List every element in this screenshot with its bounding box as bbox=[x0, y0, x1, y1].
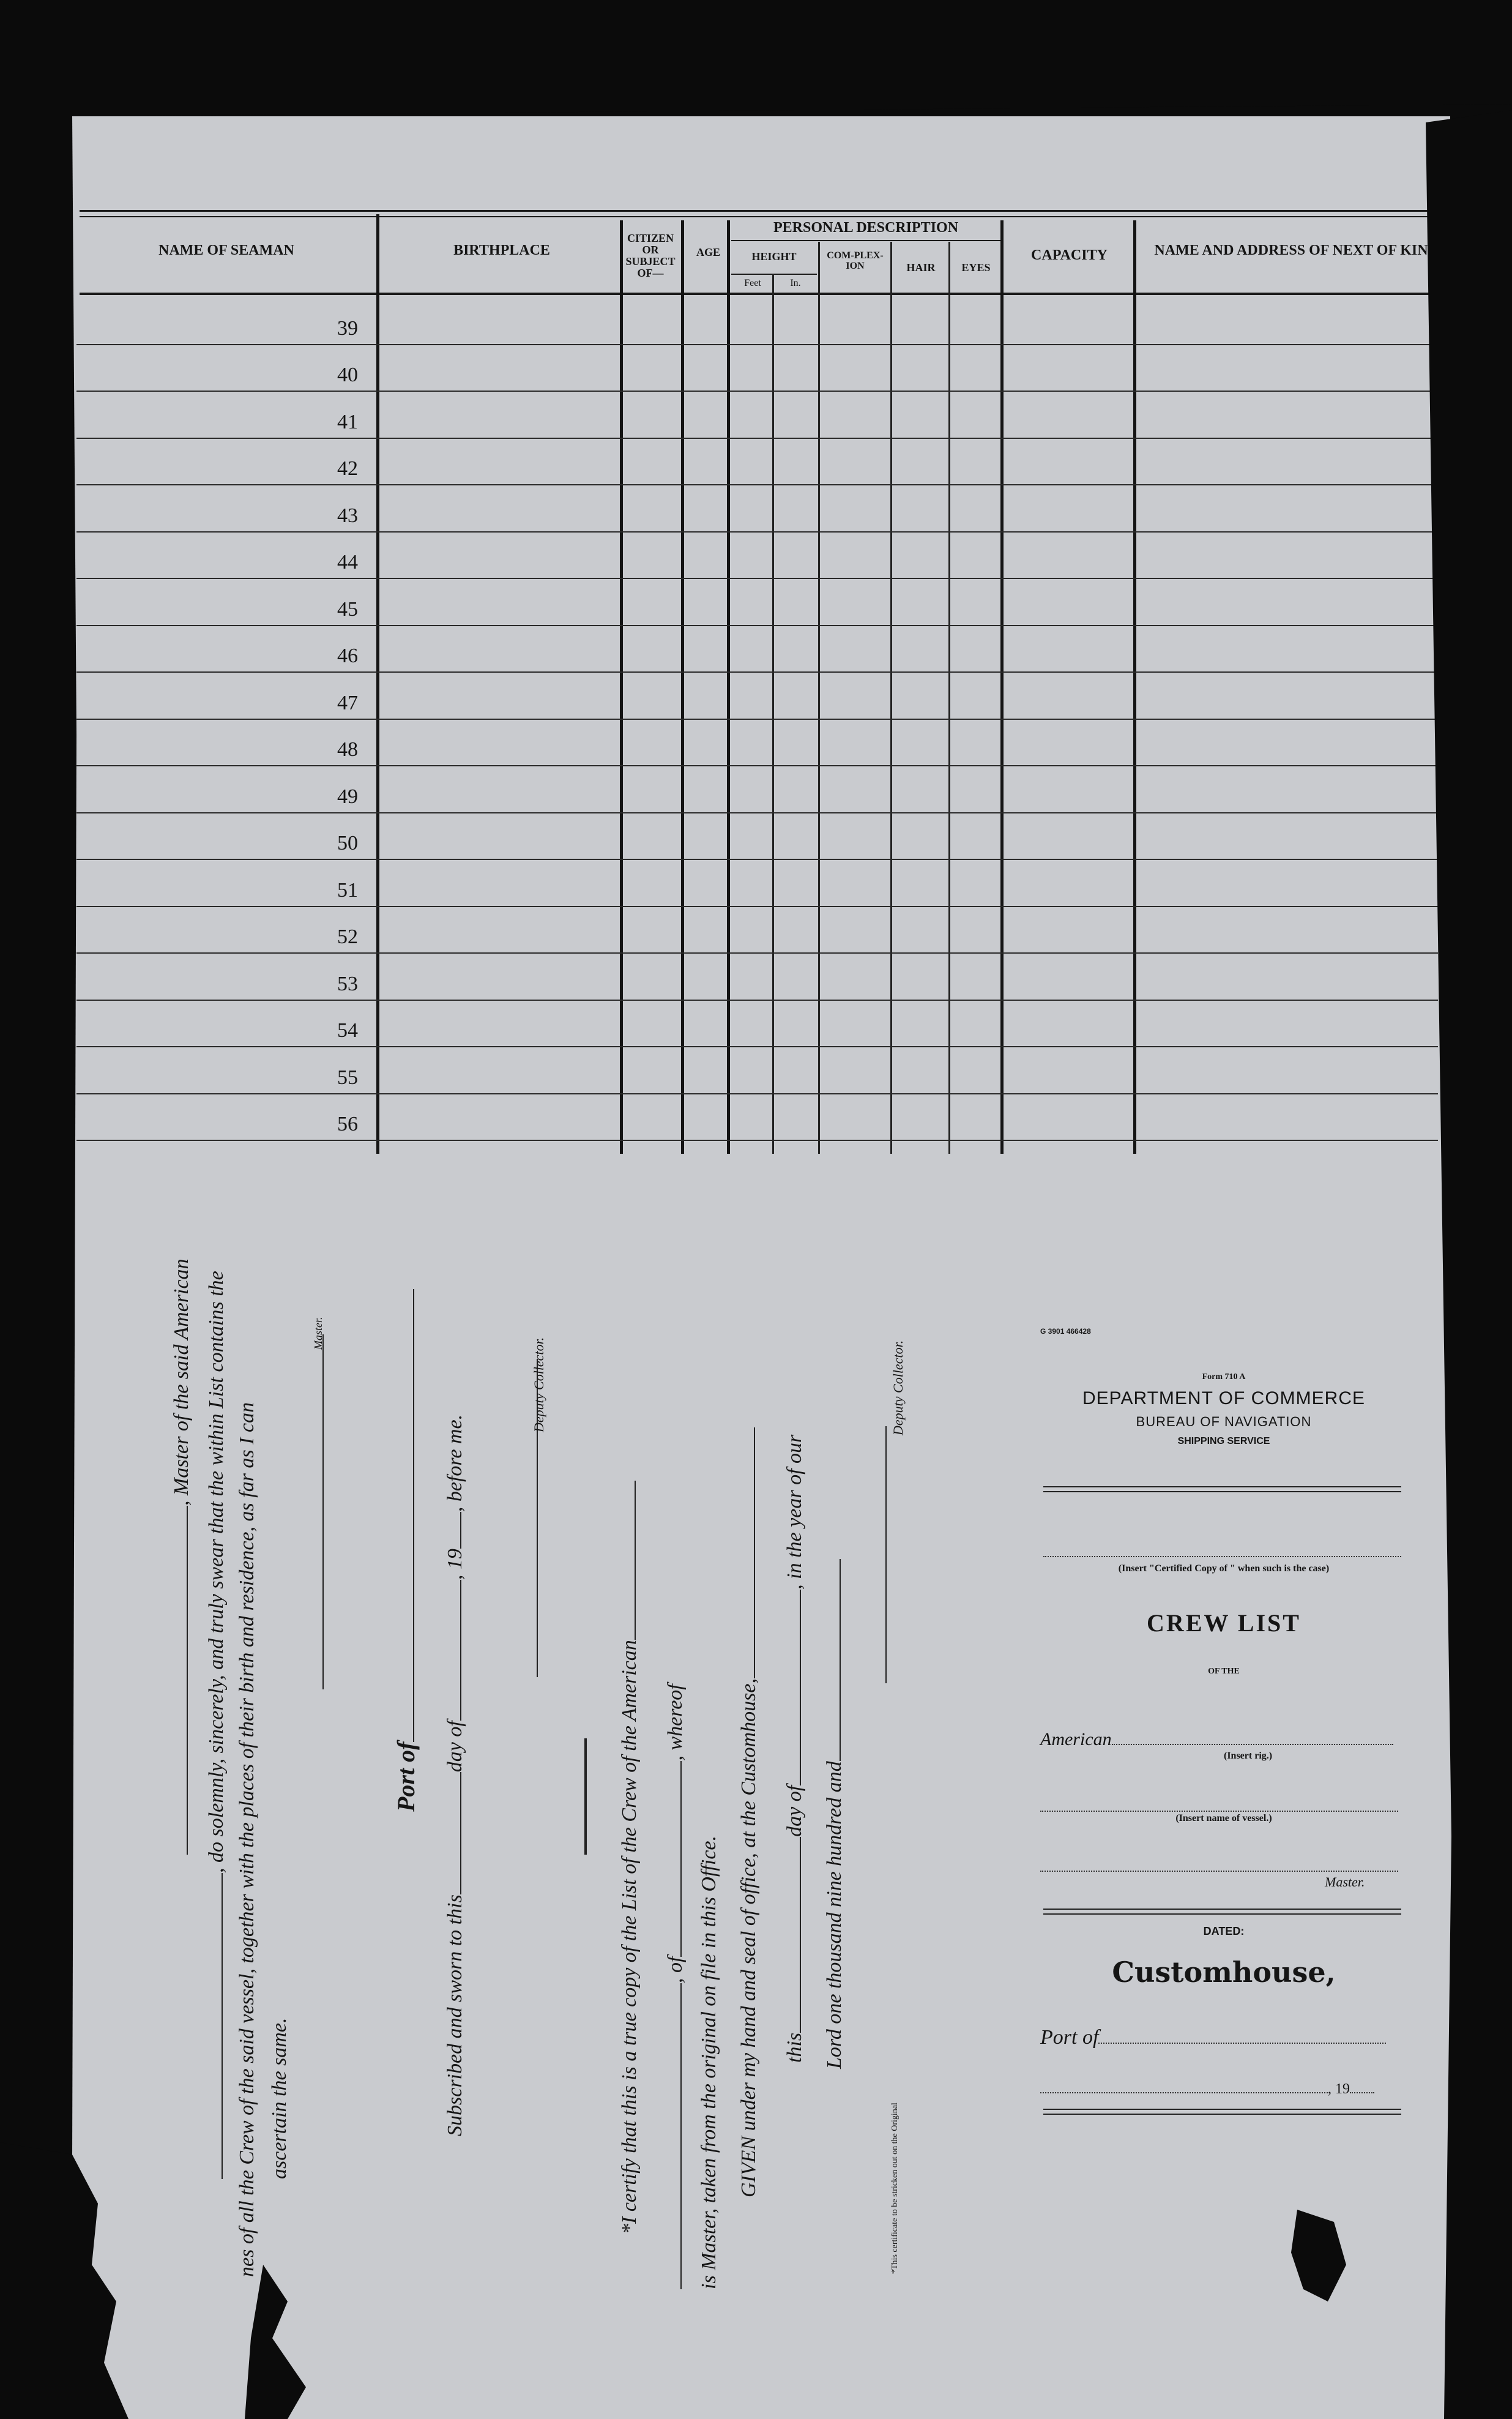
oath-line-3: nes of all the Crew of the said vessel, together with the places of their birth and residence, as far as I can bbox=[236, 1402, 258, 2277]
row-number: 47 bbox=[337, 691, 358, 714]
certificate-line-6: Lord one thousand nine hundred and bbox=[823, 1559, 846, 2069]
row-number: 56 bbox=[337, 1113, 358, 1135]
row-number: 42 bbox=[337, 457, 358, 480]
department-title: DEPARTMENT OF COMMERCE bbox=[1082, 1388, 1366, 1408]
deputy-collector-label-1: Deputy Collector. bbox=[531, 1337, 546, 1432]
port-of-label: Port of bbox=[392, 1289, 420, 1812]
row-number: 53 bbox=[337, 972, 358, 995]
header-age: AGE bbox=[696, 246, 720, 258]
certified-copy-note: (Insert "Certified Copy of " when such is the case) bbox=[1118, 1563, 1330, 1574]
row-number: 50 bbox=[337, 832, 358, 854]
oath-line-4: ascertain the same. bbox=[268, 2017, 291, 2179]
american-label: American bbox=[1040, 1729, 1393, 1750]
header-birthplace: BIRTHPLACE bbox=[453, 242, 550, 258]
header-inches: In. bbox=[790, 278, 801, 288]
oath-line-2: , do solemnly, sincerely, and truly swear that the within List contains the bbox=[205, 1271, 228, 2179]
certificate-footnote: *This certificate to be stricken out on the Original bbox=[890, 2103, 899, 2274]
of-the-label: OF THE bbox=[1208, 1667, 1240, 1676]
date-line-cover: , 19 bbox=[1040, 2081, 1374, 2098]
header-feet: Feet bbox=[744, 278, 761, 288]
header-name-of-seaman: NAME OF SEAMAN bbox=[158, 242, 294, 258]
certificate-line-4: GIVEN under my hand and seal of office, at the Customhouse, bbox=[737, 1427, 761, 2197]
header-complexion: COM-PLEX-ION bbox=[827, 250, 884, 271]
certificate-line-5: thisday of, in the year of our bbox=[783, 1434, 806, 2063]
row-number: 39 bbox=[337, 316, 358, 340]
header-capacity: CAPACITY bbox=[1031, 247, 1108, 263]
dated-label: DATED: bbox=[1203, 1925, 1245, 1937]
oath-line-1: , Master of the said American bbox=[170, 1258, 193, 1855]
row-number: 44 bbox=[337, 551, 358, 574]
header-citizen: CITIZEN OR SUBJECT OF— bbox=[625, 232, 676, 279]
bureau-title: BUREAU OF NAVIGATION bbox=[1136, 1414, 1312, 1429]
certificate-line-2: , of, whereof bbox=[664, 1684, 687, 2289]
insert-vessel-note: (Insert name of vessel.) bbox=[1175, 1813, 1272, 1823]
row-number: 49 bbox=[337, 785, 358, 808]
header-hair: HAIR bbox=[906, 261, 936, 274]
certificate-line-1: *I certify that this is a true copy of the List of the Crew of the American bbox=[618, 1481, 641, 2234]
header-eyes: EYES bbox=[961, 261, 991, 274]
row-number: 52 bbox=[337, 925, 358, 948]
row-number: 40 bbox=[337, 364, 358, 386]
header-personal-description: PERSONAL DESCRIPTION bbox=[773, 220, 959, 236]
row-number: 45 bbox=[337, 597, 358, 621]
row-number: 41 bbox=[337, 410, 358, 433]
row-number: 54 bbox=[337, 1019, 358, 1042]
print-code: G 3901 466428 bbox=[1040, 1327, 1091, 1336]
certificate-line-3: is Master, taken from the original on file in this Office. bbox=[698, 1835, 720, 2289]
row-number: 46 bbox=[337, 645, 358, 667]
port-of-cover: Port of bbox=[1040, 2026, 1386, 2049]
row-number: 51 bbox=[337, 878, 358, 902]
header-height: HEIGHT bbox=[751, 250, 797, 263]
deputy-collector-label-2: Deputy Collector. bbox=[890, 1340, 906, 1435]
subscribed-sworn-line: Subscribed and sworn to thisday of, 19, before me. bbox=[444, 1414, 466, 2136]
crew-list-title: CREW LIST bbox=[1147, 1609, 1301, 1637]
row-number: 43 bbox=[337, 504, 358, 527]
master-label-cover: Master. bbox=[1325, 1874, 1365, 1890]
master-label: Master. bbox=[312, 1317, 324, 1350]
service-title: SHIPPING SERVICE bbox=[1177, 1436, 1270, 1446]
row-number: 55 bbox=[337, 1066, 358, 1089]
customhouse-title: Customhouse, bbox=[1112, 1956, 1336, 1989]
insert-rig-note: (Insert rig.) bbox=[1224, 1751, 1273, 1761]
form-number: Form 710 A bbox=[1202, 1372, 1246, 1381]
row-number: 48 bbox=[337, 738, 358, 761]
header-next-of-kin: NAME AND ADDRESS OF NEXT OF KIN bbox=[1154, 242, 1428, 258]
